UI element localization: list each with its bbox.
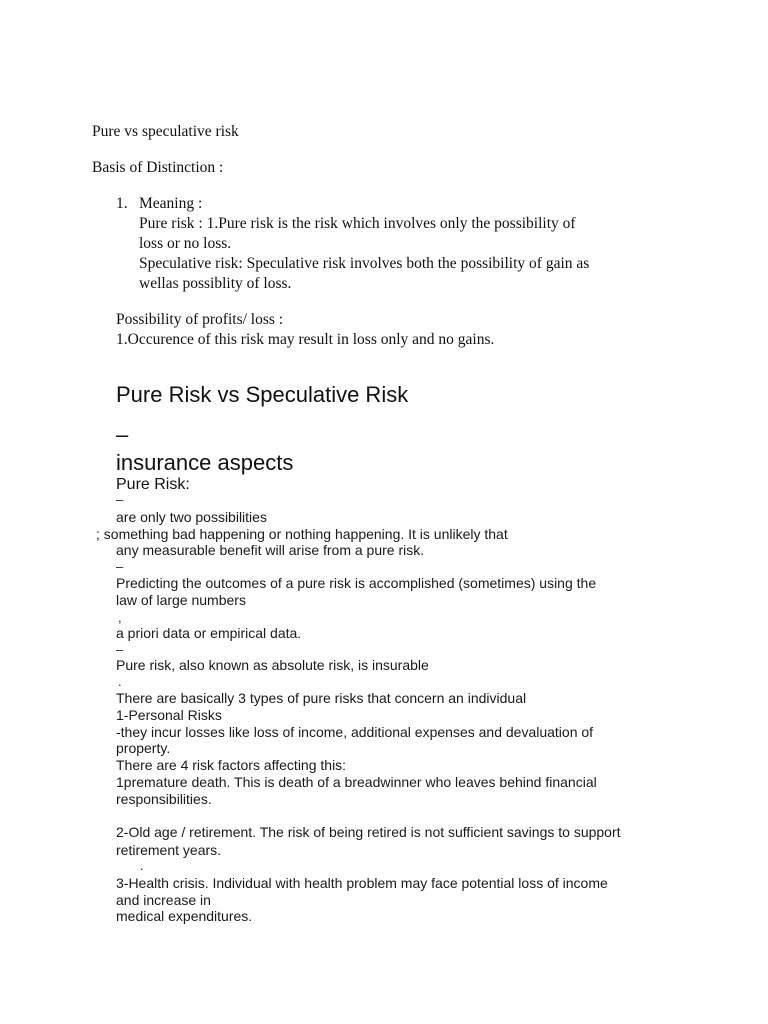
slide-heading: Pure Risk vs Speculative Risk (116, 382, 409, 407)
text-line: property. (116, 740, 171, 756)
text-line: any measurable benefit will arise from a pure risk. (116, 542, 425, 558)
profits-label: Possibility of profits/ loss : (116, 311, 284, 328)
comma-mark: , (118, 610, 122, 625)
speculative-risk-line-1: Speculative risk: Speculative risk involves both the possibility of gain as (139, 255, 590, 272)
meaning-label: Meaning : (139, 195, 203, 212)
text-line: law of large numbers (116, 592, 246, 608)
text-line: There are basically 3 types of pure risks that concern an individual (116, 690, 527, 706)
heading-dash: – (116, 422, 129, 447)
period-mark: . (140, 858, 144, 873)
text-line: Pure risk, also known as absolute risk, is insurable (116, 657, 429, 673)
text-line: a priori data or empirical data. (116, 625, 302, 641)
text-line: 2-Old age / retirement. The risk of being retired is not sufficient savings to support (116, 824, 621, 840)
text-line: 3-Health crisis. Individual with health problem may face potential loss of income (116, 875, 608, 891)
period-mark: . (118, 674, 122, 689)
text-line: There are 4 risk factors affecting this: (116, 757, 347, 773)
pure-risk-line-2: loss or no loss. (139, 235, 232, 252)
text-line: retirement years. (116, 842, 222, 858)
bullet-dash: – (116, 492, 124, 507)
pure-risk-line-1: Pure risk : 1.Pure risk is the risk which involves only the possibility of (139, 215, 576, 232)
text-line: Predicting the outcomes of a pure risk is accomplished (sometimes) using the (116, 575, 597, 591)
doc-title: Pure vs speculative risk (92, 123, 239, 140)
text-line: 1-Personal Risks (116, 707, 222, 723)
text-line: 1premature death. This is death of a breadwinner who leaves behind financial (116, 774, 597, 790)
pure-risk-label: Pure Risk: (116, 476, 190, 493)
basis-heading: Basis of Distinction : (92, 159, 224, 176)
bullet-dash: – (116, 642, 124, 657)
text-line: responsibilities. (116, 791, 212, 807)
bullet-dash: – (116, 559, 124, 574)
speculative-risk-line-2: wellas possiblity of loss. (139, 275, 292, 292)
slide-subheading: insurance aspects (116, 450, 294, 475)
text-line: medical expenditures. (116, 908, 253, 924)
text-line: -they incur losses like loss of income, additional expenses and devaluation of (116, 724, 594, 740)
text-line: and increase in (116, 892, 211, 908)
text-line: are only two possibilities (116, 509, 267, 525)
profits-line: 1.Occurence of this risk may result in loss only and no gains. (116, 331, 495, 348)
meaning-number: 1. (116, 195, 128, 212)
text-line: ; something bad happening or nothing happening. It is unlikely that (96, 526, 508, 542)
